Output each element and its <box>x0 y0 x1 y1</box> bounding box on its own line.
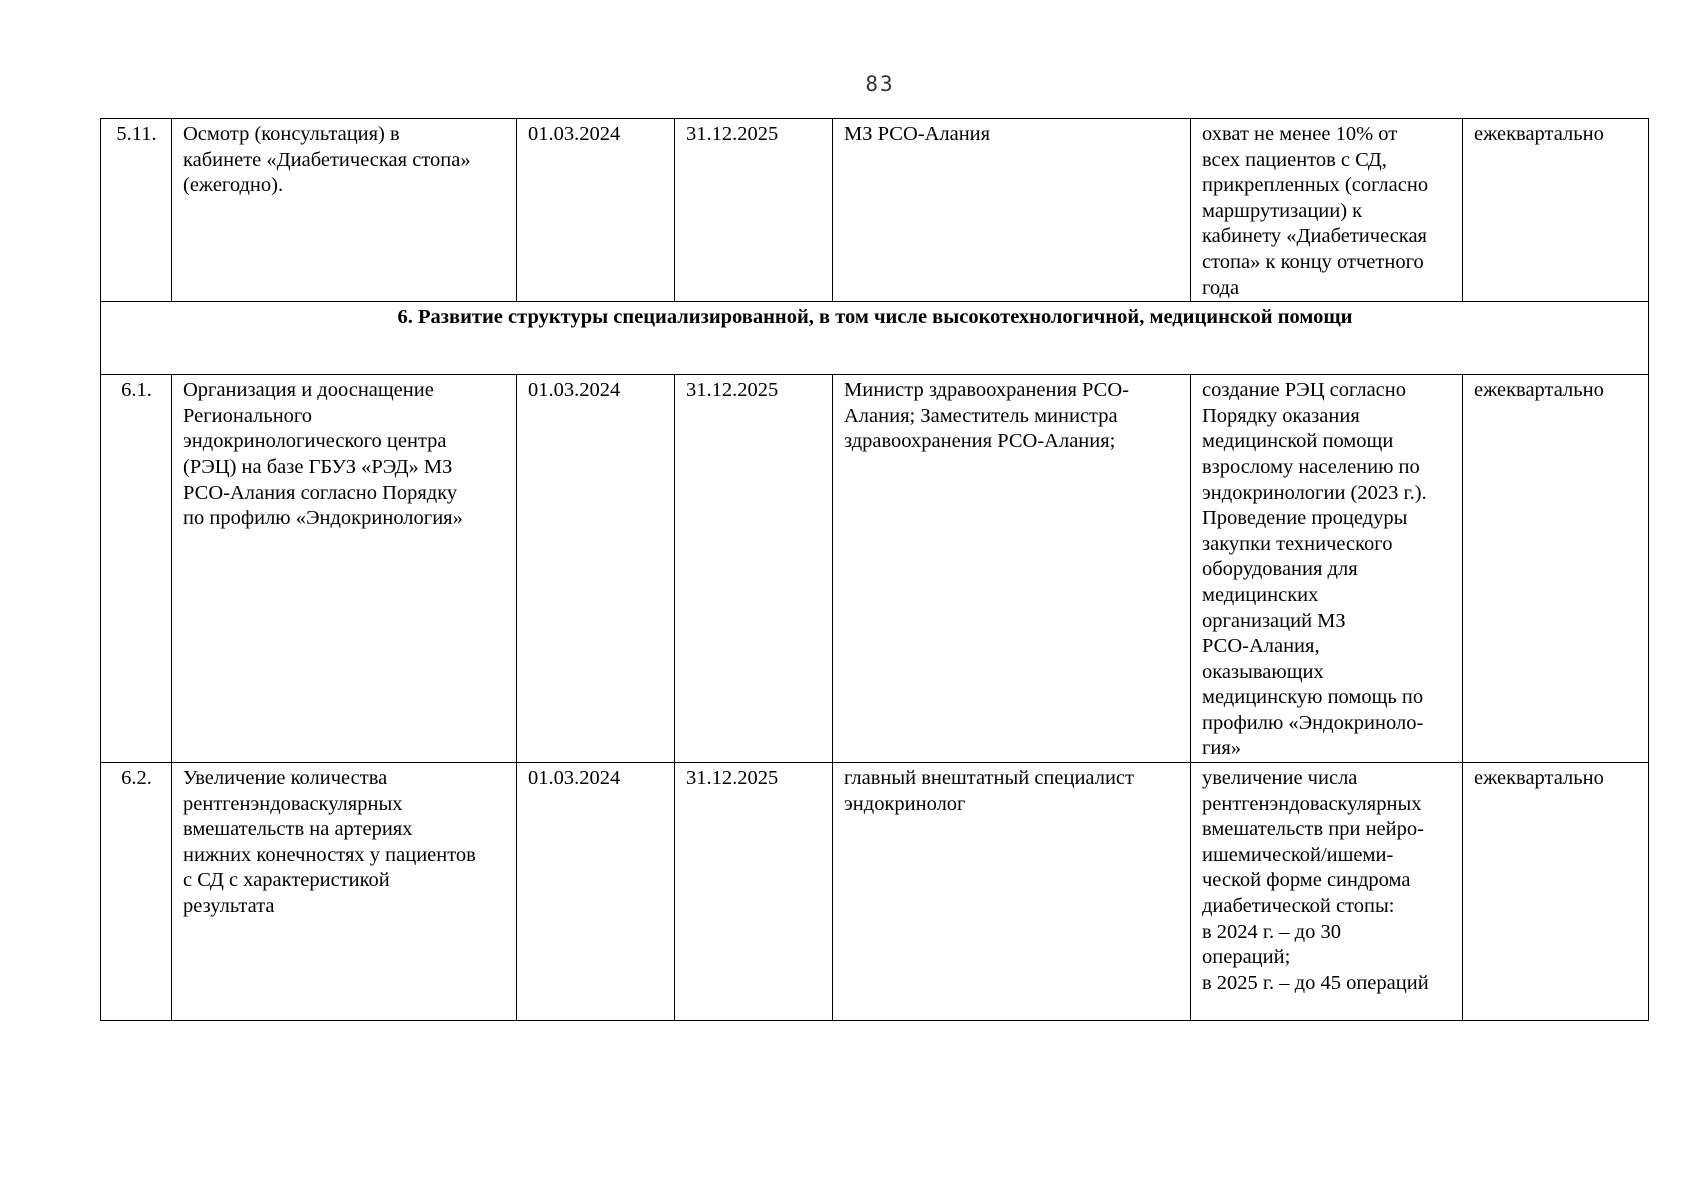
table-row <box>101 375 1649 763</box>
responsible-party: МЗ РСО-Алания <box>833 119 1191 302</box>
responsible-party: Министр здравоохранения РСО- Алания; Заместитель министра здравоохранения РСО-Алания; <box>833 375 1191 763</box>
expected-result: увеличение числа рентгенэндоваскулярных вмешательств при нейро- ишемической/ишеми- ческой форме синдрома диабетической стопы: в 2024 г. – до 30 операций; в 2025 г. – до 45 операций <box>1191 763 1463 1021</box>
start-date: 01.03.2024 <box>517 119 675 302</box>
table-row <box>101 763 1649 1021</box>
measures-table <box>100 118 1649 1021</box>
end-date: 31.12.2025 <box>675 375 833 763</box>
page-number: 83 <box>865 72 895 96</box>
section-header-row <box>101 302 1649 375</box>
measure-name: Организация и дооснащение Регионального эндокринологического центра (РЭЦ) на базе ГБУЗ «РЭД» МЗ РСО-Алания согласно Порядку по профилю «Эндокринология» <box>172 375 517 763</box>
measure-name: Увеличение количества рентгенэндоваскулярных вмешательств на артериях нижних конечностях у пациентов с СД с характеристикой результата <box>172 763 517 1021</box>
section-heading: 6. Развитие структуры специализированной, в том числе высокотехнологичной, медицинской помощи <box>101 302 1649 375</box>
row-number: 5.11. <box>101 119 172 302</box>
reporting-frequency: ежеквартально <box>1463 375 1649 763</box>
reporting-frequency: ежеквартально <box>1463 763 1649 1021</box>
measure-name: Осмотр (консультация) в кабинете «Диабетическая стопа» (ежегодно). <box>172 119 517 302</box>
responsible-party: главный внештатный специалист эндокринолог <box>833 763 1191 1021</box>
table-row <box>101 119 1649 302</box>
end-date: 31.12.2025 <box>675 119 833 302</box>
start-date: 01.03.2024 <box>517 375 675 763</box>
reporting-frequency: ежеквартально <box>1463 119 1649 302</box>
expected-result: создание РЭЦ согласно Порядку оказания медицинской помощи взрослому населению по эндокринологии (2023 г.). Проведение процедуры закупки технического оборудования для медицинских организаций МЗ РСО-Алания, оказывающих медицинскую помощь по профилю «Эндокриноло- гия» <box>1191 375 1463 763</box>
row-number: 6.1. <box>101 375 172 763</box>
start-date: 01.03.2024 <box>517 763 675 1021</box>
end-date: 31.12.2025 <box>675 763 833 1021</box>
expected-result: охват не менее 10% от всех пациентов с СД, прикрепленных (согласно маршрутизации) к кабинету «Диабетическая стопа» к концу отчетного года <box>1191 119 1463 302</box>
row-number: 6.2. <box>101 763 172 1021</box>
